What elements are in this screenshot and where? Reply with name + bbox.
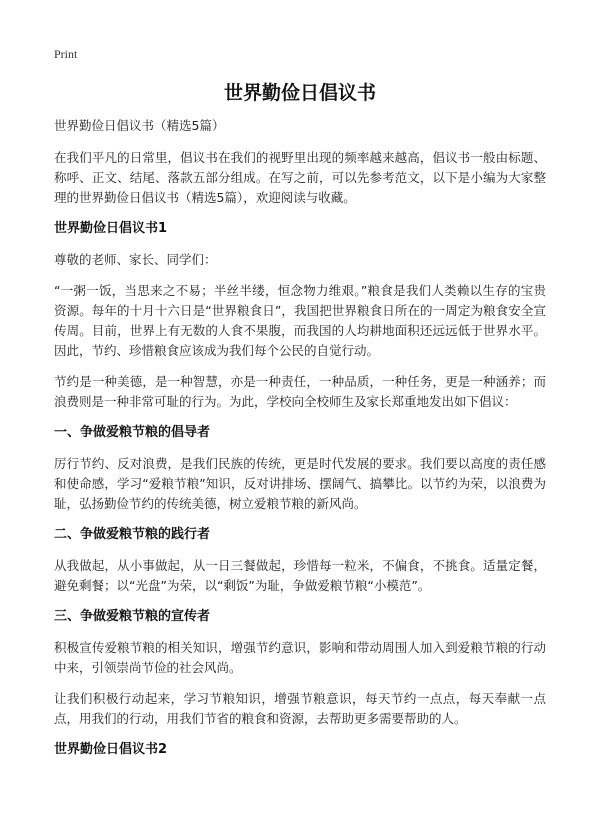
body-paragraph-1: “一粥一饭，当思来之不易；半丝半缕，恒念物力维艰。”粮食是我们人类赖以生存的宝贵资源。每年的十月十六日是“世界粮食日”，我国把世界粮食日所在的一周定为粮食安全宣传周。目前，世界上有无数的人食不果腹，而我国的人均耕地面积还远远低于世界水平。因此，节约、珍惜粮食应该成为我们每个公民的自觉行动。 — [54, 283, 546, 358]
closing-paragraph: 让我们积极行动起来，学习节粮知识，增强节粮意识，每天节约一点点，每天奉献一点点，用我们的行动，用我们节省的粮食和资源，去帮助更多需要帮助的人。 — [54, 691, 546, 726]
greeting-paragraph: 尊敬的老师、家长、同学们： — [54, 252, 217, 267]
print-link[interactable]: Print — [54, 47, 78, 61]
article-heading-1: 世界勤俭日倡议书1 — [54, 221, 168, 236]
section-heading-1: 一、争做爱粮节粮的倡导者 — [54, 425, 211, 440]
section-heading-3: 三、争做爱粮节粮的宣传者 — [54, 609, 211, 624]
article-heading-2: 世界勤俭日倡议书2 — [54, 742, 168, 757]
page-title: 世界勤俭日倡议书 — [223, 82, 376, 104]
section-heading-2: 二、争做爱粮节粮的践行者 — [54, 527, 211, 542]
intro-paragraph: 在我们平凡的日常里，倡议书在我们的视野里出现的频率越来越高，倡议书一般由标题、称呼、正文、结尾、落款五部分组成。在写之前，可以先参考范文，以下是小编为大家整理的世界勤俭日倡议书（精选5篇），欢迎阅读与收藏。 — [54, 150, 546, 205]
document-body — [54, 117, 546, 771]
body-paragraph-2: 节约是一种美德，是一种智慧，亦是一种责任，一种品质，一种任务，更是一种涵养；而浪费则是一种非常可耻的行为。为此，学校向全校师生及家长郑重地发出如下倡议： — [54, 374, 546, 409]
section-paragraph-1: 厉行节约、反对浪费，是我们民族的传统，更是时代发展的要求。我们要以高度的责任感和使命感，学习“爱粮节粮”知识，反对讲排场、摆阔气、搞攀比。以节约为荣，以浪费为耻，弘扬勤俭节约的传统美德，树立爱粮节粮的新风尚。 — [54, 456, 546, 511]
section-paragraph-2: 从我做起，从小事做起，从一日三餐做起，珍惜每一粒米，不偏食，不挑食。适量定餐，避免剩餐；以“光盘”为荣，以“剩饭”为耻，争做爱粮节粮“小模范”。 — [54, 558, 546, 593]
section-paragraph-3: 积极宣传爱粮节粮的相关知识，增强节约意识，影响和带动周围人加入到爱粮节粮的行动中来，引领崇尚节俭的社会风尚。 — [54, 640, 546, 675]
document-subtitle: 世界勤俭日倡议书（精选5篇） — [54, 118, 225, 133]
